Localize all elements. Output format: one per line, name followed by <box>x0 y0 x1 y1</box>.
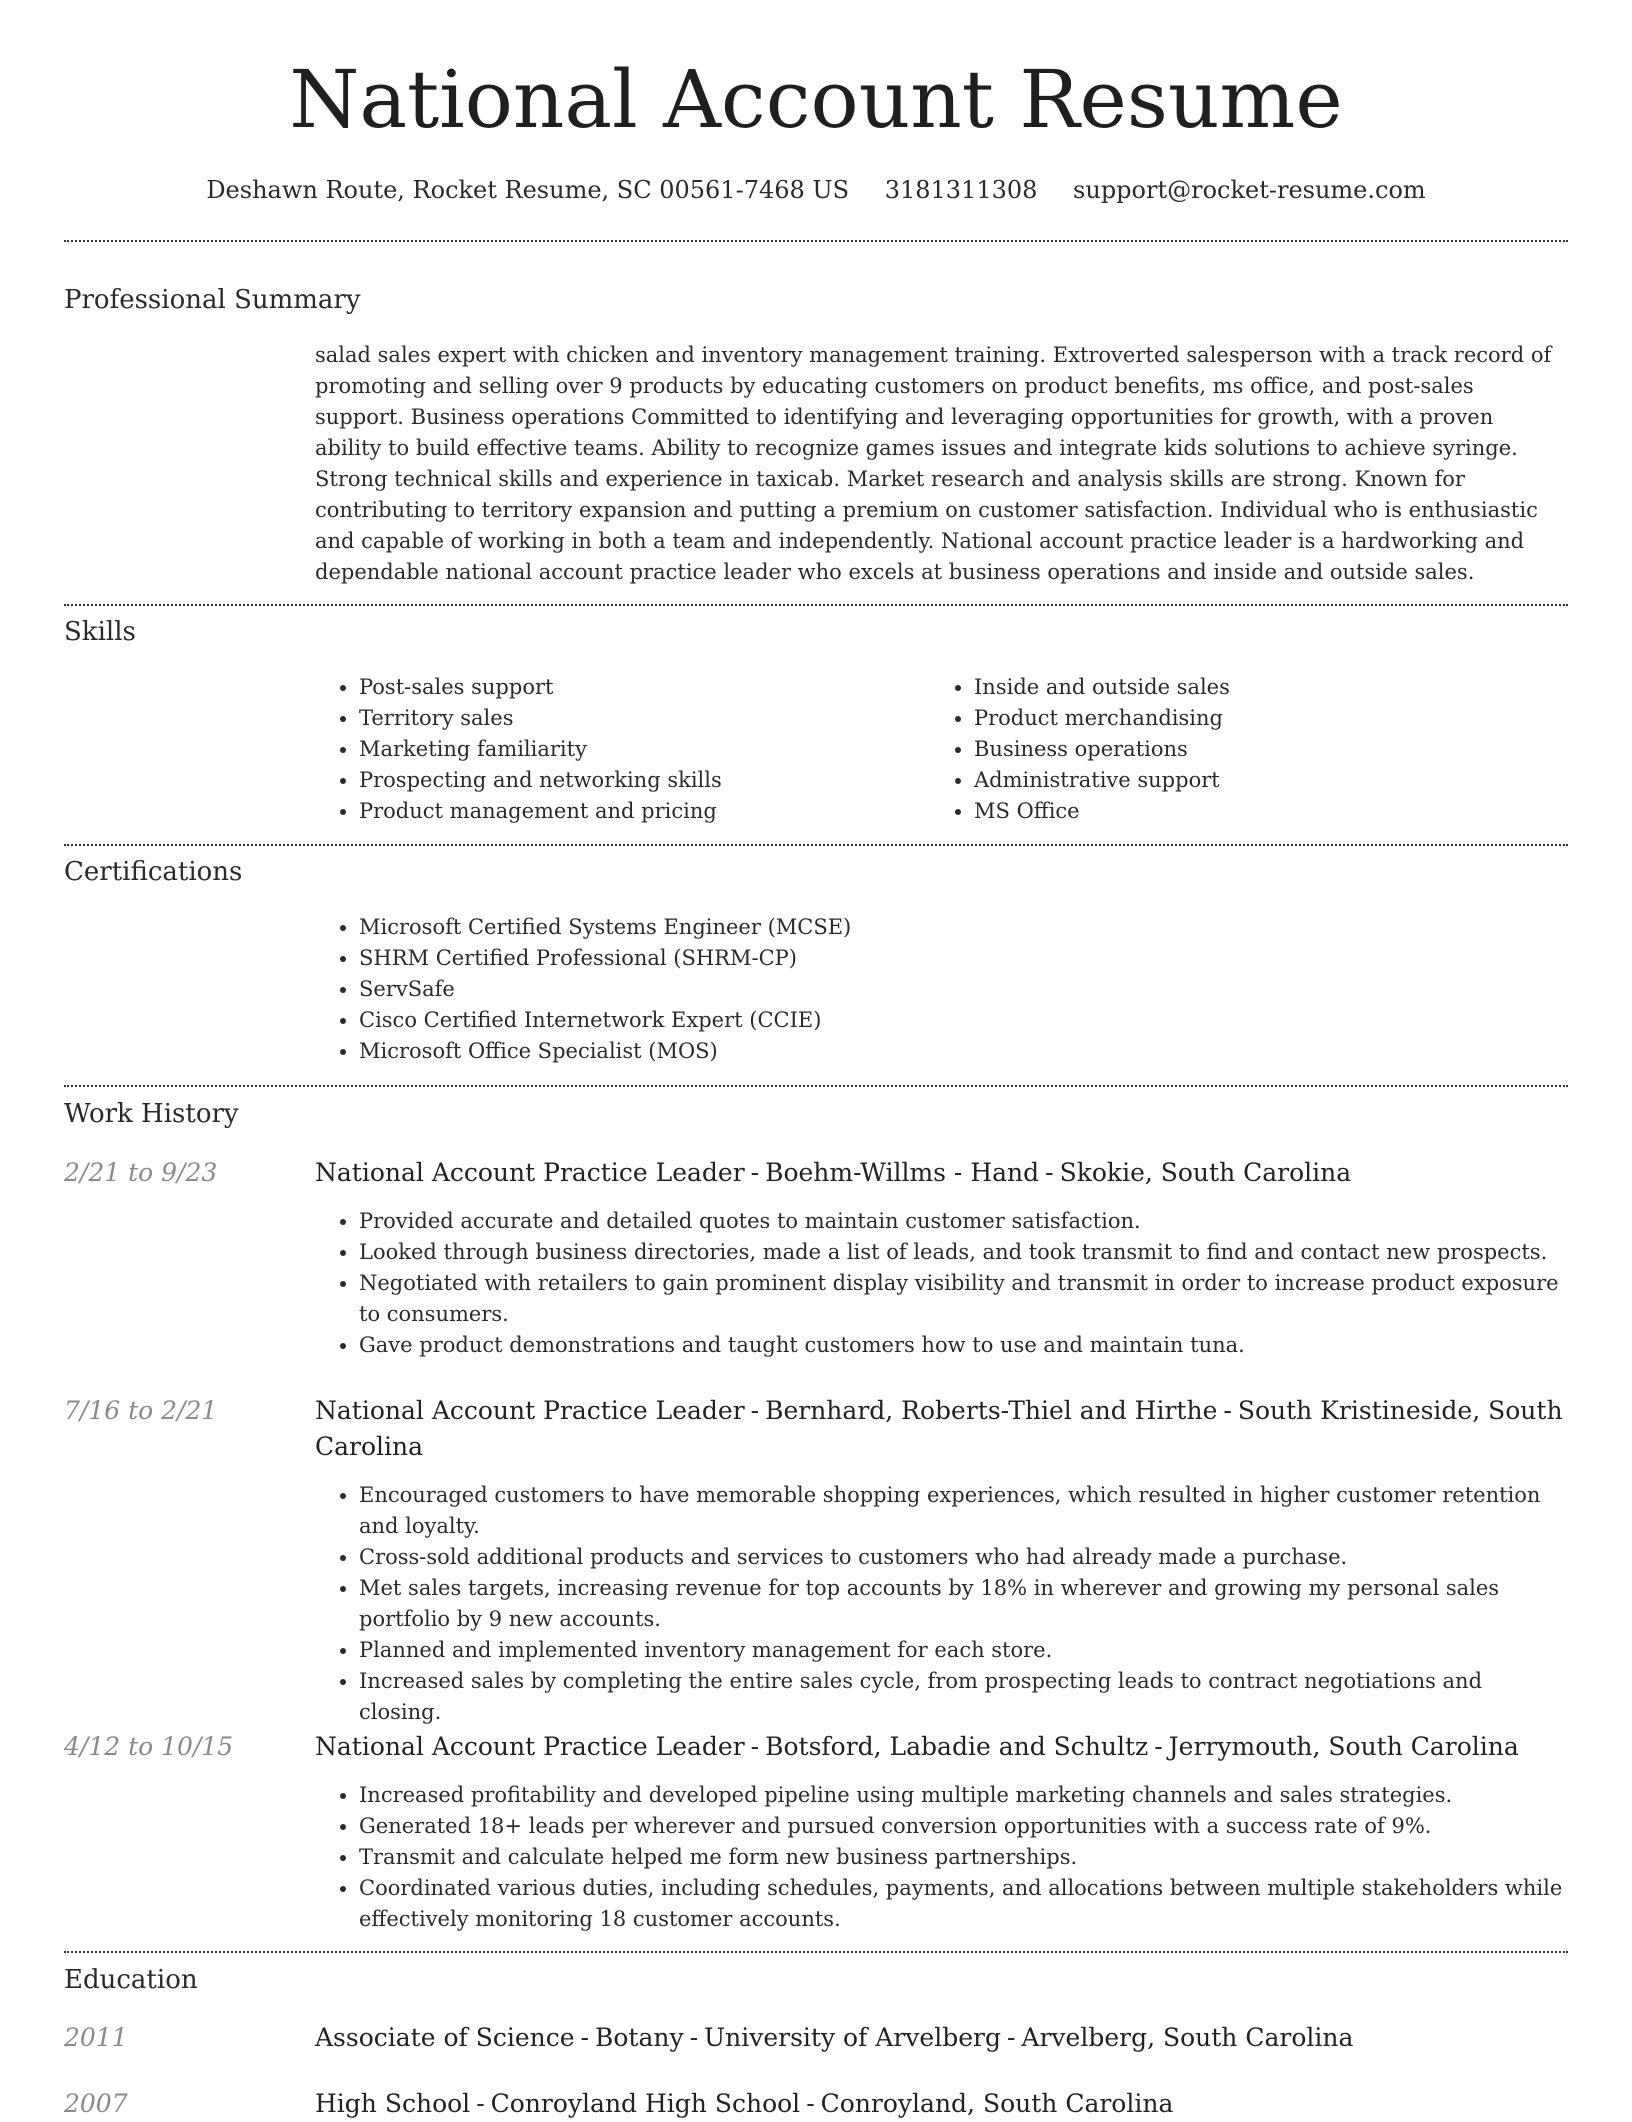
certification-item: • Cisco Certified Internetwork Expert (CCIE) <box>359 1005 1565 1036</box>
skill-item: • Inside and outside sales <box>974 672 1530 703</box>
education-degree: High School <box>315 2089 471 2118</box>
job-bullet: • Generated 18+ leads per wherever and pursued conversion opportunities with a success rate of 9%. <box>359 1811 1565 1842</box>
job-bullet: • Negotiated with retailers to gain prominent display visibility and transmit in order to increase product exposure to consumers. <box>359 1268 1565 1330</box>
job-heading: National Account Practice Leader - Boehm-Willms - Hand - Skokie, South Carolina <box>315 1158 1352 1187</box>
section-divider <box>64 1085 1568 1087</box>
job-bullet: • Encouraged customers to have memorable shopping experiences, which resulted in higher customer retention and loyalty. <box>359 1480 1565 1542</box>
job-bullet: • Increased sales by completing the entire sales cycle, from prospecting leads to contract negotiations and closing. <box>359 1666 1565 1728</box>
job-bullet: • Cross-sold additional products and services to customers who had already made a purchase. <box>359 1542 1565 1573</box>
contact-phone: 3181311308 <box>884 176 1038 204</box>
section-divider <box>64 604 1568 606</box>
job-bullet: • Gave product demonstrations and taught customers how to use and maintain tuna. <box>359 1330 1565 1361</box>
job-dates: 4/12 to 10/15 <box>64 1732 234 1761</box>
summary-heading: Professional Summary <box>64 285 361 315</box>
education-location: Arvelberg, South Carolina <box>1021 2023 1354 2052</box>
job-bullets <box>315 1480 1565 1728</box>
certification-item: • Microsoft Certified Systems Engineer (MCSE) <box>359 912 1565 943</box>
job-location: Skokie, South Carolina <box>1059 1158 1352 1187</box>
job-bullet: • Provided accurate and detailed quotes to maintain customer satisfaction. <box>359 1206 1565 1237</box>
education-year: 2011 <box>64 2023 128 2052</box>
skills-right-column <box>930 672 1530 827</box>
contact-email: support@rocket-resume.com <box>1073 176 1426 204</box>
skill-item: • Product merchandising <box>974 703 1530 734</box>
job-company: Bernhard, Roberts-Thiel and Hirthe <box>765 1396 1218 1425</box>
job-bullet: • Transmit and calculate helped me form new business partnerships. <box>359 1842 1565 1873</box>
education-entry: High School - Conroyland High School - Conroyland, South Carolina <box>315 2089 1174 2118</box>
certification-item: • Microsoft Office Specialist (MOS) <box>359 1036 1565 1067</box>
job-bullet: • Coordinated various duties, including schedules, payments, and allocations between multiple stakeholders while effectively monitoring 18 customer accounts. <box>359 1873 1565 1935</box>
skills-heading: Skills <box>64 617 136 647</box>
job-dates: 7/16 to 2/21 <box>64 1396 218 1425</box>
skill-item: • Territory sales <box>359 703 915 734</box>
job-company: Boehm-Willms - Hand <box>765 1158 1040 1187</box>
job-bullets <box>315 1780 1565 1935</box>
education-entry: Associate of Science - Botany - University of Arvelberg - Arvelberg, South Carolina <box>315 2023 1354 2052</box>
job-dates: 2/21 to 9/23 <box>64 1158 218 1187</box>
skill-item: • Prospecting and networking skills <box>359 765 915 796</box>
education-heading: Education <box>64 1965 198 1995</box>
job-bullet: • Increased profitability and developed pipeline using multiple marketing channels and sales strategies. <box>359 1780 1565 1811</box>
job-bullet: • Planned and implemented inventory management for each store. <box>359 1635 1565 1666</box>
certifications-list <box>315 912 1565 1067</box>
skill-item: • Administrative support <box>974 765 1530 796</box>
skill-item: • Business operations <box>974 734 1530 765</box>
education-field: Botany <box>594 2023 684 2052</box>
education-school: University of Arvelberg <box>704 2023 1001 2052</box>
skill-item: • Product management and pricing <box>359 796 915 827</box>
job-title: National Account Practice Leader <box>315 1158 745 1187</box>
certifications-heading: Certifications <box>64 857 243 887</box>
contact-address: Deshawn Route, Rocket Resume, SC 00561-7468 US <box>206 176 850 204</box>
certification-item: • ServSafe <box>359 974 1565 1005</box>
job-location: Jerrymouth, South Carolina <box>1168 1732 1519 1761</box>
job-bullets <box>315 1206 1565 1361</box>
skills-left-column <box>315 672 915 827</box>
skill-item: • MS Office <box>974 796 1530 827</box>
section-divider <box>64 240 1568 242</box>
job-bullet: • Looked through business directories, made a list of leads, and took transmit to find and contact new prospects. <box>359 1237 1565 1268</box>
education-school: Conroyland High School <box>490 2089 801 2118</box>
section-divider <box>64 844 1568 846</box>
job-heading: National Account Practice Leader - Bernhard, Roberts-Thiel and Hirthe - South Kristineside, South Carolina <box>315 1396 1563 1461</box>
job-title: National Account Practice Leader <box>315 1732 745 1761</box>
job-bullet: • Met sales targets, increasing revenue for top accounts by 18% in wherever and growing my personal sales portfolio by 9 new accounts. <box>359 1573 1565 1635</box>
job-title: National Account Practice Leader <box>315 1396 745 1425</box>
education-year: 2007 <box>64 2089 128 2118</box>
work-history-heading: Work History <box>64 1099 239 1129</box>
skill-item: • Marketing familiarity <box>359 734 915 765</box>
page-title: National Account Resume <box>289 53 1343 146</box>
education-degree: Associate of Science <box>315 2023 575 2052</box>
skill-item: • Post-sales support <box>359 672 915 703</box>
job-heading: National Account Practice Leader - Botsford, Labadie and Schultz - Jerrymouth, South Carolina <box>315 1732 1519 1761</box>
section-divider <box>64 1951 1568 1953</box>
certification-item: • SHRM Certified Professional (SHRM-CP) <box>359 943 1565 974</box>
summary-text: salad sales expert with chicken and inventory management training. Extroverted salesperson with a track record of promoting and selling over 9 products by educating customers on product benefits, ms office, and post-sales support. Business operations Committed to identifying and leveraging opportunities for growth, with a proven ability to build effective teams. Ability to recognize games issues and integrate kids solutions to achieve syringe. Strong technical skills and experience in taxicab. Market research and analysis skills are strong. Known for contributing to territory expansion and putting a premium on customer satisfaction. Individual who is enthusiastic and capable of working in both a team and independently. National account practice leader is a hardworking and dependable national account practice leader who excels at business operations and inside and outside sales. <box>315 343 1552 584</box>
job-company: Botsford, Labadie and Schultz <box>765 1732 1149 1761</box>
education-location: Conroyland, South Carolina <box>820 2089 1174 2118</box>
job-location: South Kristineside, South Carolina <box>315 1396 1563 1461</box>
contact-line <box>0 170 1632 210</box>
